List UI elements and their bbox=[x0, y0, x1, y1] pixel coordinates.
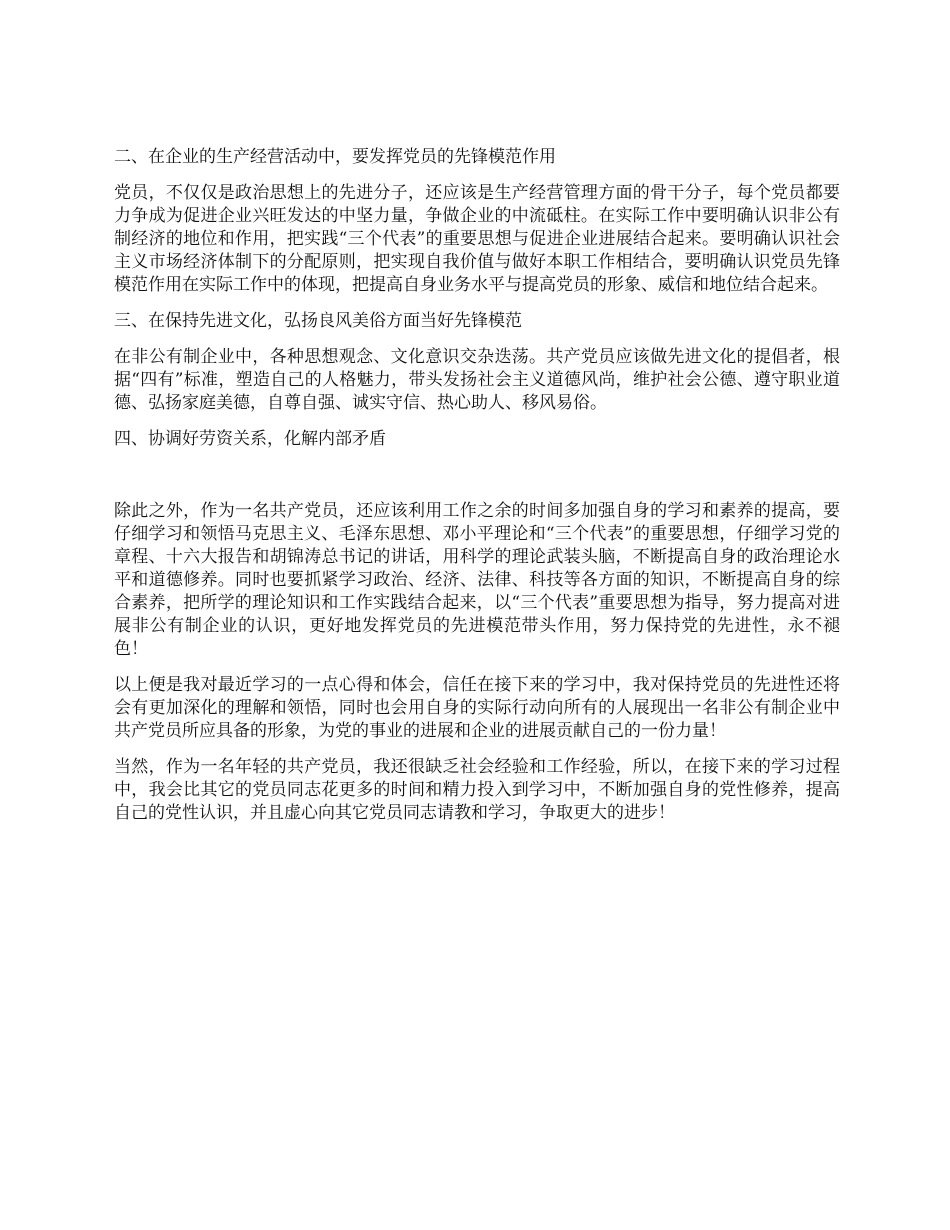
section-heading-4: 四、协调好劳资关系，化解内部矛盾 bbox=[114, 429, 386, 449]
paragraph-study: 除此之外，作为一名共产党员，还应该利用工作之余的时间多加强自身的学习和素养的提高，要仔细学习和领悟马克思主义、毛泽东思想、邓小平理论和“三个代表”的重要思想，仔细学习党的章程、十六大报告和胡锦涛总书记的讲话，用科学的理论武装头脑，不断提高自身的政治理论水平和道德修养。同时也要抓紧学习政治、经济、法律、科技等各方面的知识，不断提高自身的综合素养，把所学的理论知识和工作实践结合起来，以“三个代表”重要思想为指导，努力提高对进展非公有制企业的认识，更好地发挥党员的先进模范带头作用，努力保持党的先进性，永不褪色！ bbox=[114, 501, 840, 659]
section-heading-2: 二、在企业的生产经营活动中，要发挥党员的先锋模范作用 bbox=[114, 147, 556, 167]
section-body-2: 党员，不仅仅是政治思想上的先进分子，还应该是生产经营管理方面的骨干分子，每个党员都要力争成为促进企业兴旺发达的中坚力量，争做企业的中流砥柱。在实际工作中要明确认识非公有制经济的地位和作用，把实践“三个代表”的重要思想与促进企业进展结合起来。要明确认识社会主义市场经济体制下的分配原则，把实现自我价值与做好本职工作相结合，要明确认识党员先锋模范作用在实际工作中的体现，把提高自身业务水平与提高党员的形象、威信和地位结合起来。 bbox=[114, 183, 840, 295]
document-page bbox=[114, 146, 840, 838]
blank-space bbox=[114, 464, 840, 500]
section-heading-3: 三、在保持先进文化，弘扬良风美俗方面当好先锋模范 bbox=[114, 311, 522, 331]
paragraph-closing: 当然，作为一名年轻的共产党员，我还很缺乏社会经验和工作经验，所以，在接下来的学习过程中，我会比其它的党员同志花更多的时间和精力投入到学习中，不断加强自身的党性修养，提高自己的党性认识，并且虚心向其它党员同志请教和学习，争取更大的进步！ bbox=[114, 757, 840, 823]
section-body-3: 在非公有制企业中，各种思想观念、文化意识交杂迭荡。共产党员应该做先进文化的提倡者，根据“四有”标准，塑造自己的人格魅力，带头发扬社会主义道德风尚，维护社会公德、遵守职业道德、弘扬家庭美德，自尊自强、诚实守信、热心助人、移风易俗。 bbox=[114, 347, 840, 413]
paragraph-summary: 以上便是我对最近学习的一点心得和体会，信任在接下来的学习中，我对保持党员的先进性还将会有更加深化的理解和领悟，同时也会用自身的实际行动向所有的人展现出一名非公有制企业中共产党员所应具备的形象，为党的事业的进展和企业的进展贡献自己的一份力量！ bbox=[114, 675, 840, 741]
